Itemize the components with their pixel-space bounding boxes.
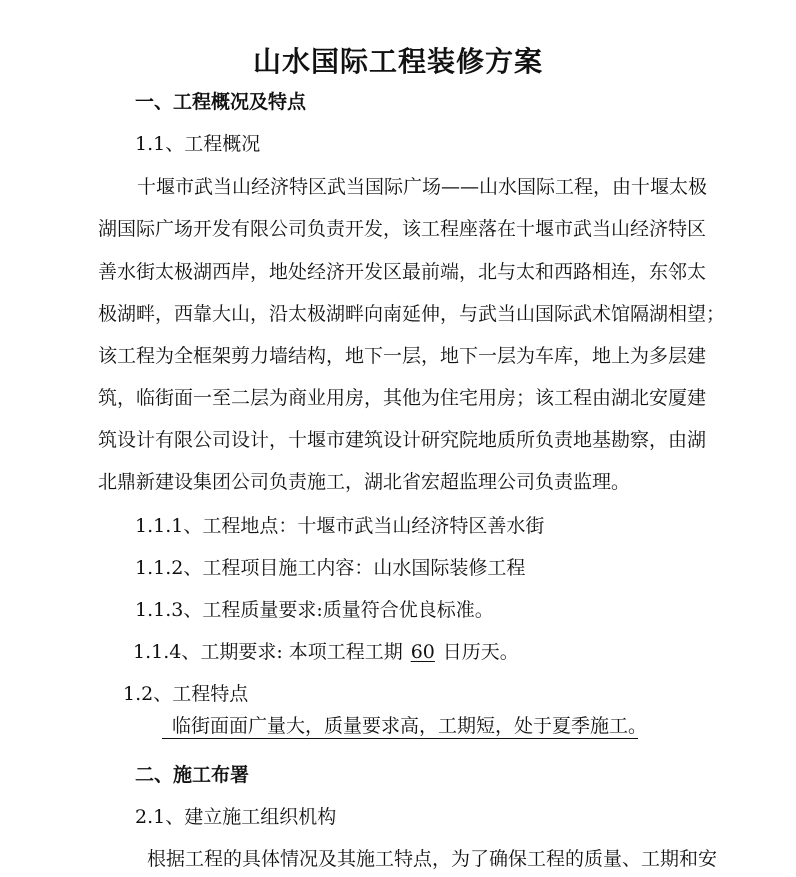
section-2-heading: 二、施工布署 bbox=[135, 764, 250, 786]
item-construction-content: 1.1.2、工程项目施工内容：山水国际装修工程 bbox=[135, 557, 526, 579]
overview-line-4: 极湖畔，西靠大山，沿太极湖畔向南延伸，与武当山国际武术馆隔湖相望； bbox=[98, 303, 726, 325]
overview-line-2: 湖国际广场开发有限公司负责开发，该工程座落在十堰市武当山经济特区 bbox=[98, 218, 707, 240]
overview-line-1: 十堰市武当山经济特区武当国际广场——山水国际工程，由十堰太极 bbox=[137, 176, 708, 198]
item-quality-requirement: 1.1.3、工程质量要求:质量符合优良标准。 bbox=[135, 599, 494, 621]
overview-line-5: 该工程为全框架剪力墙结构，地下一层，地下一层为车库，地上为多层建 bbox=[98, 345, 707, 367]
section-2-first-line: 根据工程的具体情况及其施工特点，为了确保工程的质量、工期和安 bbox=[147, 848, 718, 870]
project-features-text: 临街面面广量大，质量要求高，工期短，处于夏季施工。 bbox=[162, 714, 638, 739]
section-1-heading: 一、工程概况及特点 bbox=[135, 91, 307, 113]
subsection-2-1-heading: 2.1、建立施工组织机构 bbox=[135, 806, 337, 828]
period-prefix: 1.1.4、工期要求: 本项工程工期 bbox=[133, 641, 403, 663]
item-construction-period bbox=[133, 640, 519, 664]
item-project-location: 1.1.1、工程地点：十堰市武当山经济特区善水街 bbox=[135, 515, 545, 537]
overview-line-8: 北鼎新建设集团公司负责施工，湖北省宏超监理公司负责监理。 bbox=[98, 471, 631, 493]
document-title: 山水国际工程装修方案 bbox=[252, 45, 543, 78]
overview-line-3: 善水街太极湖西岸，地处经济开发区最前端，北与太和西路相连，东邻太 bbox=[98, 261, 707, 283]
period-suffix: 日历天。 bbox=[442, 641, 519, 663]
overview-line-6: 筑，临街面一至二层为商业用房，其他为住宅用房；该工程由湖北安厦建 bbox=[98, 387, 707, 409]
subsection-1-2-heading: 1.2、工程特点 bbox=[123, 683, 249, 705]
subsection-1-1-heading: 1.1、工程概况 bbox=[135, 133, 261, 155]
overview-line-7: 筑设计有限公司设计，十堰市建筑设计研究院地质所负责地基勘察，由湖 bbox=[98, 429, 707, 451]
period-value: 60 bbox=[410, 641, 435, 663]
